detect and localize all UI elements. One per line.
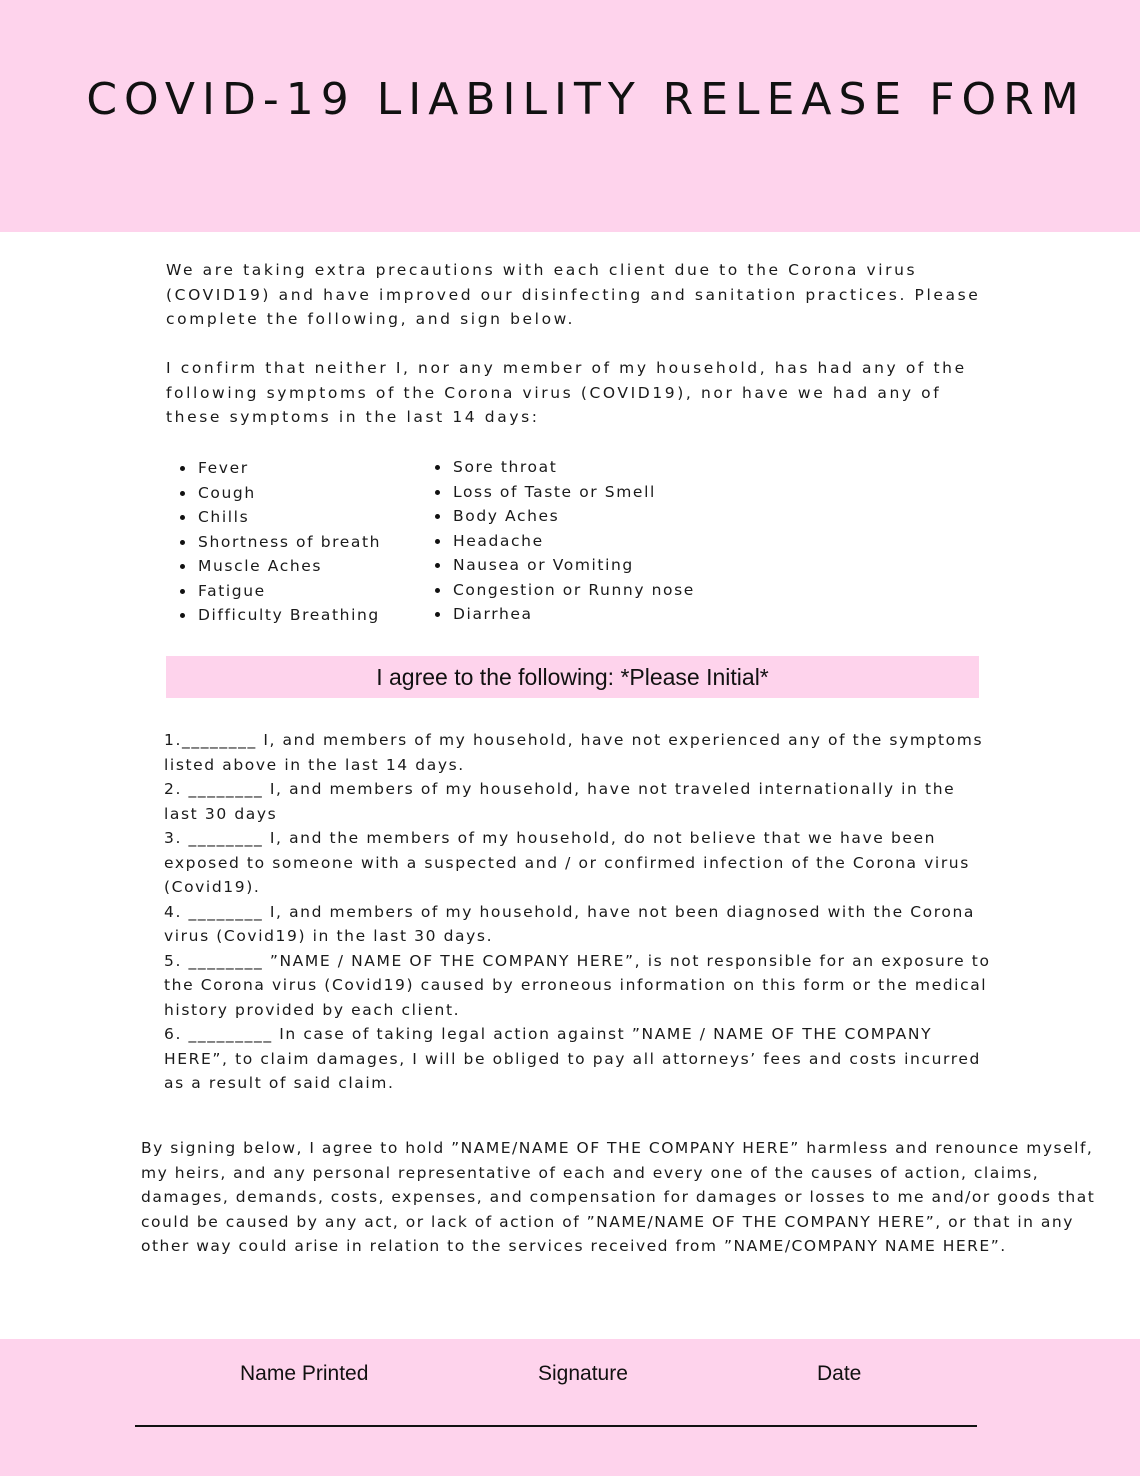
agreement-item: 4. ________ I, and members of my household, have not been diagnosed with the Corona virus (Covid19) in the last 30 days. [164,902,975,945]
symptom-list-right [433,455,695,627]
date-label: Date [817,1362,862,1385]
symptom-item: Congestion or Runny nose [433,578,695,603]
page-title: COVID-19 LIABILITY RELEASE FORM [86,74,1086,125]
signature-label: Signature [538,1362,628,1385]
name-printed-label: Name Printed [240,1362,369,1385]
agreement-item: 5. ________ ”NAME / NAME OF THE COMPANY HERE”, is not responsible for an exposure to the Corona virus (Covid19) caused by erroneous information on this form or the medical history provided by each client. [164,951,991,1019]
footer-band [0,1339,1140,1476]
symptom-item: Fever [178,456,381,481]
symptom-item: Fatigue [178,579,381,604]
signing-statement: By signing below, I agree to hold ”NAME/NAME OF THE COMPANY HERE” harmless and renounce myself, my heirs, and any personal representative of each and every one of the causes of action, claims, damages, demands, costs, expenses, and compensation for damages or losses to me and/or goods that could be caused by any act, or lack of action of ”NAME/NAME OF THE COMPANY HERE”, or that in any other way could arise in relation to the services received from ”NAME/COMPANY NAME HERE”. [141,1139,1096,1255]
confirm-paragraph: I confirm that neither I, nor any member of my household, has had any of the following symptoms of the Corona virus (COVID19), nor have we had any of these symptoms in the last 14 days: [166,359,967,426]
symptom-item: Headache [433,529,695,554]
symptom-item: Muscle Aches [178,554,381,579]
symptom-item: Body Aches [433,504,695,529]
symptom-list-left [178,456,381,628]
symptom-item: Difficulty Breathing [178,603,381,628]
agreement-item: 3. ________ I, and the members of my household, do not believe that we have been exposed to someone with a suspected and / or confirmed infection of the Corona virus (Covid19). [164,829,970,896]
symptom-item: Shortness of breath [178,530,381,555]
symptom-item: Diarrhea [433,602,695,627]
agreement-item: 1.________ I, and members of my household, have not experienced any of the symptoms listed above in the last 14 days. [164,731,984,774]
symptom-item: Sore throat [433,455,695,480]
symptom-item: Nausea or Vomiting [433,553,695,578]
symptom-item: Cough [178,481,381,506]
agreement-item: 6. _________ In case of taking legal action against ”NAME / NAME OF THE COMPANY HERE”, to claim damages, I will be obliged to pay all attorneys’ fees and costs incurred as a result of said claim. [164,1025,981,1092]
signature-line [135,1425,977,1427]
agreement-list [164,728,994,1096]
agreement-item: 2. ________ I, and members of my household, have not traveled internationally in the last 30 days [164,780,956,823]
agree-heading: I agree to the following: *Please Initial* [166,656,979,698]
symptom-item: Chills [178,505,381,530]
intro-paragraph: We are taking extra precautions with each client due to the Corona virus (COVID19) and have improved our disinfecting and sanitation practices. Please complete the following, and sign below. [166,261,981,328]
symptom-item: Loss of Taste or Smell [433,480,695,505]
